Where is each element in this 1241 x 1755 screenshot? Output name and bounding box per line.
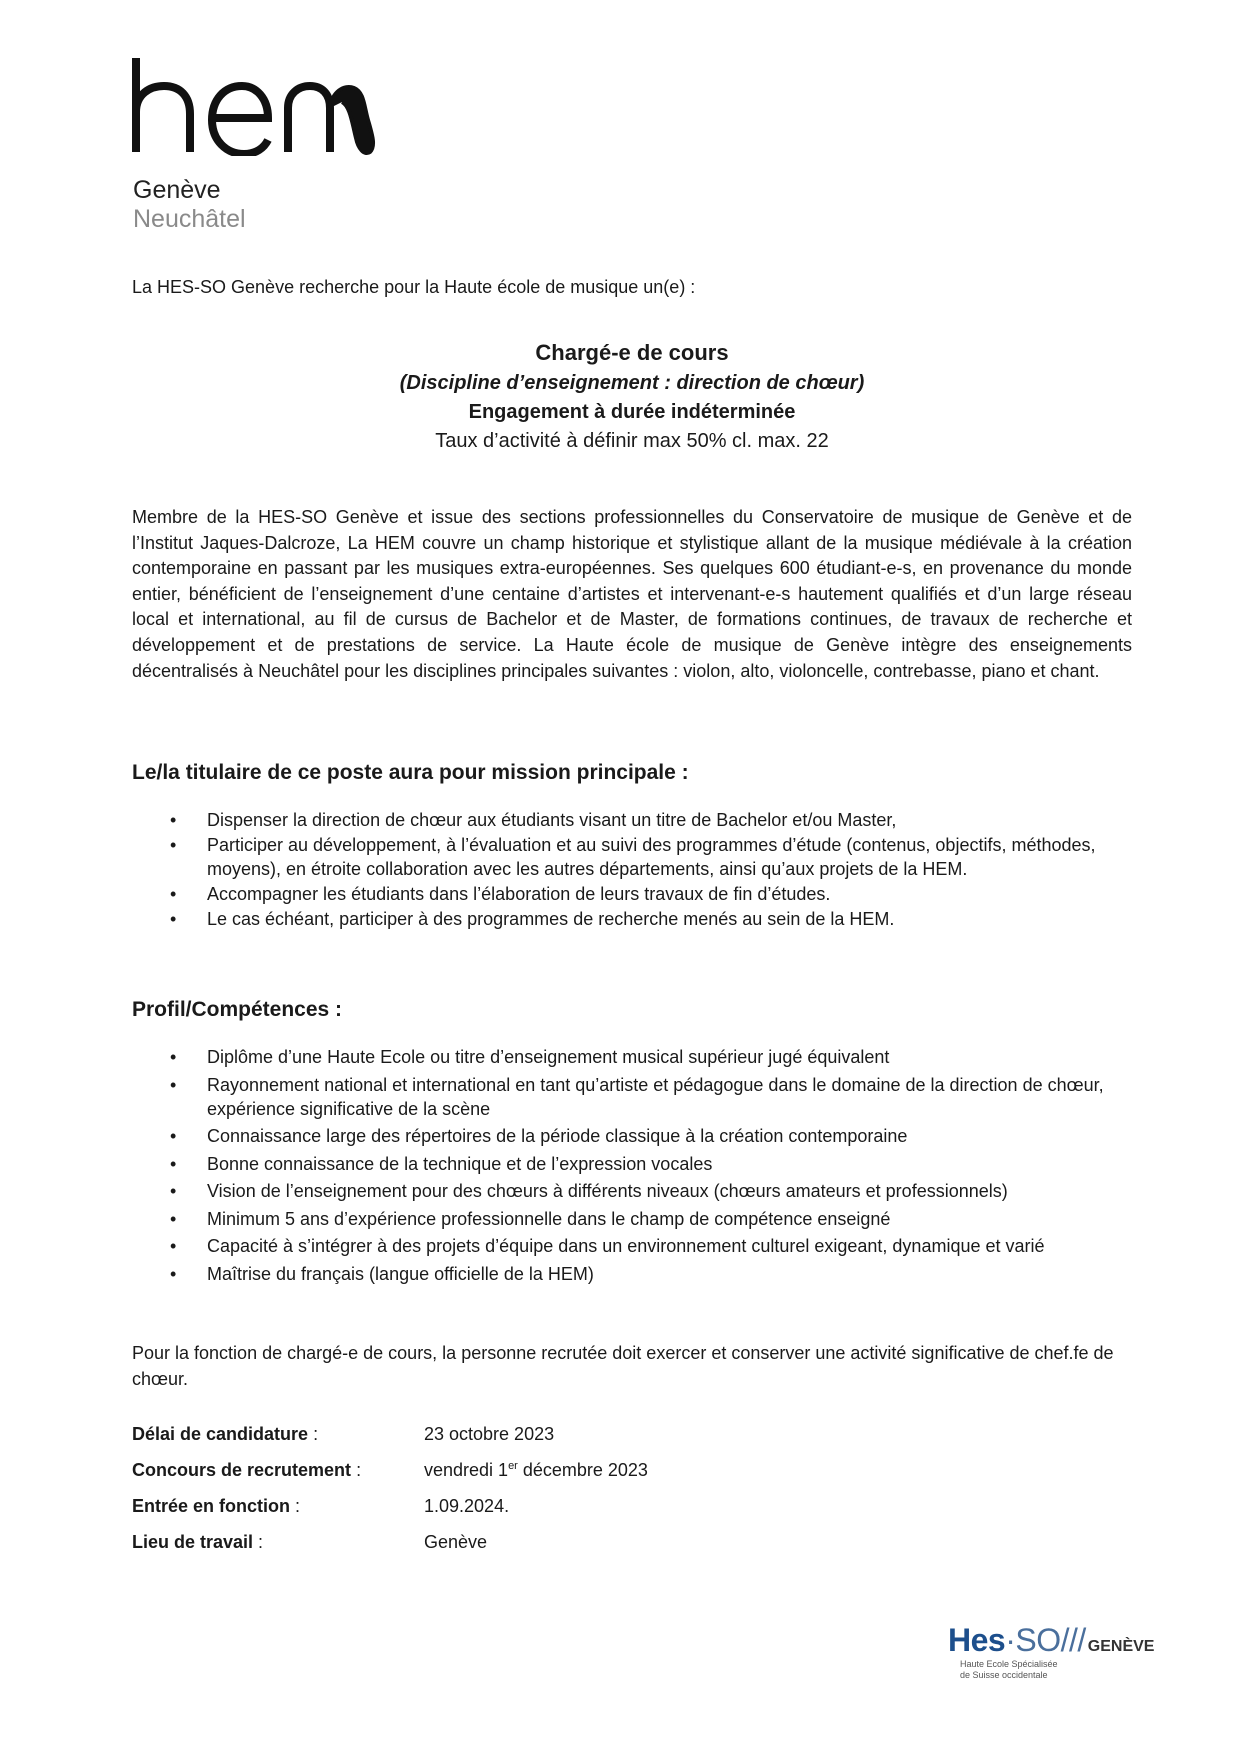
list-item: • Rayonnement national et international en tant qu’artiste et pédagogue dans le domaine de la direction de chœur, expérience significative de la scène <box>170 1074 1104 1119</box>
key-facts <box>132 1424 648 1568</box>
bullet-icon: • <box>170 1153 177 1174</box>
list-item: • Minimum 5 ans d’expérience professionnelle dans le champ de compétence enseigné <box>170 1208 891 1229</box>
fact-value: 1.09.2024. <box>424 1496 510 1516</box>
bullet-icon: • <box>170 1263 177 1284</box>
fact-lieu: Lieu de travail : Genève <box>132 1532 488 1552</box>
hem-logo <box>132 58 377 156</box>
fact-value: 23 octobre 2023 <box>424 1424 555 1444</box>
list-item: • Maîtrise du français (langue officielle de la HEM) <box>170 1263 594 1284</box>
list-item: • Participer au développement, à l’évaluation et au suivi des programmes d’étude (contenus, objectifs, méthodes, moyens), en étroite collaboration avec les autres départements, ainsi qu’aux projets de la HEM. <box>170 835 1096 879</box>
bullet-icon: • <box>170 810 177 830</box>
job-discipline: (Discipline d’enseignement : direction de chœur) <box>399 372 865 394</box>
bullet-icon: • <box>170 1236 177 1256</box>
list-item: • Diplôme d’une Haute Ecole ou titre d’enseignement musical supérieur jugé équivalent <box>170 1047 890 1067</box>
slashes-icon: /// <box>1060 1622 1086 1658</box>
profil-title: Profil/Compétences : <box>132 998 343 1021</box>
list-item: • Connaissance large des répertoires de la période classique à la création contemporaine <box>170 1126 908 1146</box>
mission-list <box>132 808 1132 932</box>
profil-list <box>132 1045 1132 1289</box>
bullet-icon: • <box>170 884 177 904</box>
mission-title: Le/la titulaire de ce poste aura pour mission principale : <box>132 761 689 784</box>
fact-label: Concours de recrutement <box>132 1460 352 1480</box>
fact-delai: Délai de candidature : 23 octobre 2023 <box>132 1424 555 1444</box>
bullet-icon: • <box>170 1074 177 1095</box>
fact-value: vendredi 1er décembre 2023 <box>424 1460 648 1480</box>
fact-value: Genève <box>424 1532 488 1552</box>
fact-label: Lieu de travail <box>132 1532 254 1552</box>
list-item: • Vision de l’enseignement pour des chœurs à différents niveaux (chœurs amateurs et professionnels) <box>170 1181 1008 1201</box>
list-item: • Le cas échéant, participer à des programmes de recherche menés au sein de la HEM. <box>170 909 895 929</box>
fact-label: Délai de candidature <box>132 1424 309 1444</box>
intro-text: La HES-SO Genève recherche pour la Haute école de musique un(e) : <box>132 277 696 297</box>
bullet-icon: • <box>170 1126 177 1146</box>
job-title: Chargé-e de cours <box>535 340 729 365</box>
bullet-icon: • <box>170 1181 177 1201</box>
bullet-icon: • <box>170 909 177 929</box>
list-item: • Capacité à s’intégrer à des projets d’équipe dans un environnement culturel exigeant, dynamique et varié <box>170 1236 1045 1256</box>
closing-text: Pour la fonction de chargé-e de cours, la personne recrutée doit exercer et conserver une activité significative de chef.fe de chœur. <box>132 1343 1114 1389</box>
list-item: • Accompagner les étudiants dans l’élaboration de leurs travaux de fin d’études. <box>170 884 831 904</box>
list-item: • Dispenser la direction de chœur aux étudiants visant un titre de Bachelor et/ou Master, <box>170 810 897 830</box>
list-item: • Bonne connaissance de la technique et de l’expression vocales <box>170 1153 713 1174</box>
fact-concours: Concours de recrutement : vendredi 1er décembre 2023 <box>132 1460 648 1480</box>
bullet-icon: • <box>170 1047 177 1067</box>
bullet-icon: • <box>170 1208 177 1229</box>
fact-entree: Entrée en fonction : 1.09.2024. <box>132 1496 510 1516</box>
logo-city-neuchatel: Neuchâtel <box>133 205 246 233</box>
job-engagement: Engagement à durée indéterminée <box>468 401 796 423</box>
fact-label: Entrée en fonction <box>132 1496 291 1516</box>
hesso-logo: Hes·SO/// GENÈVE Haute Ecole Spécialisée de Suisse occidentale <box>948 1622 1155 1680</box>
logo-city-geneve: Genève <box>133 176 221 204</box>
hem-wordmark-icon <box>132 58 377 156</box>
institution-description: Membre de la HES-SO Genève et issue des sections professionnelles du Conservatoire de musique de Genève et de l’Institut Jaques-Dalcroze, La HEM couvre un champ historique et stylistique allant de la musique médiévale à la création contemporaine en passant par les musiques extra-européennes. Ses quelques 600 étudiant-e-s, en provenance du monde entier, bénéficient de l’enseignement d’une centaine d’artistes et intervenant-e-s hautement qualifiés et d’un large réseau local et international, au fil de cursus de Bachelor et de Master, de formations continues, de travaux de recherche et développement et de prestations de service. La Haute école de musique de Genève intègre des enseignements décentralisés à Neuchâtel pour les disciplines principales suivantes : violon, alto, violoncelle, contrebasse, piano et chant. <box>132 507 1132 681</box>
job-taux: Taux d’activité à définir max 50% cl. max. 22 <box>435 430 829 452</box>
job-heading <box>132 336 1132 456</box>
bullet-icon: • <box>170 835 177 855</box>
